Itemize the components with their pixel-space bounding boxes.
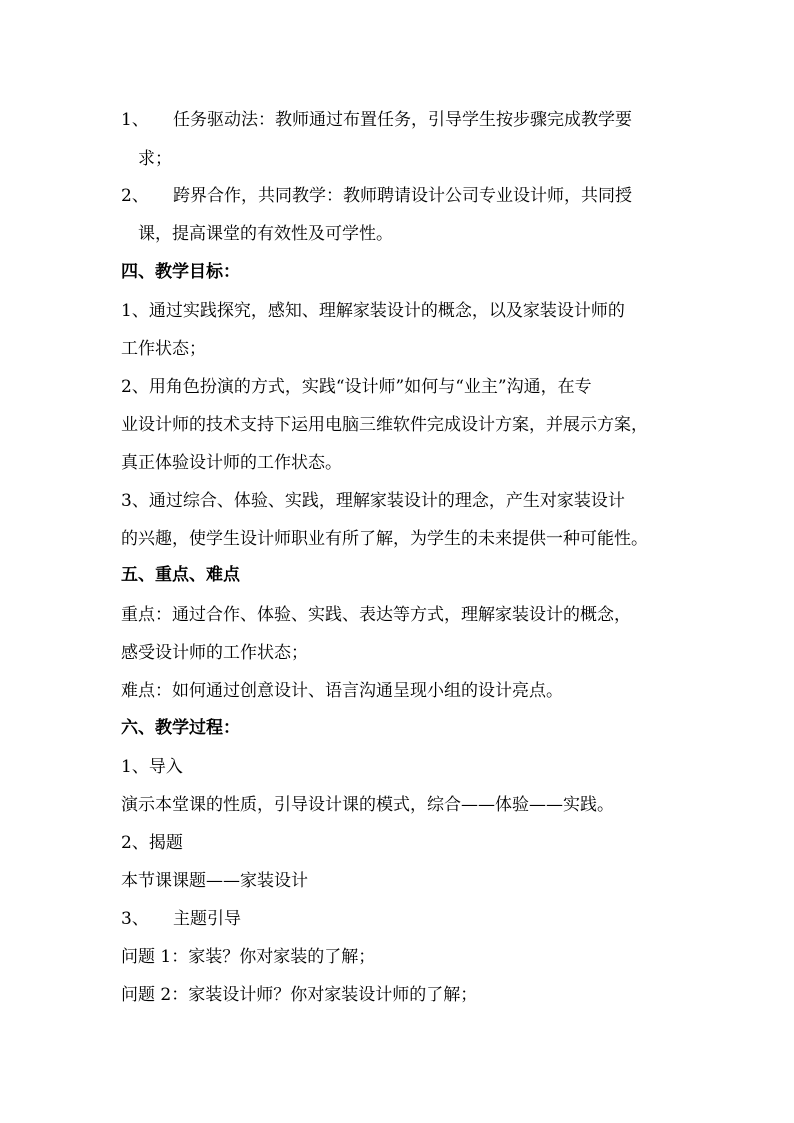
- question-2-line: 问题 2：家装设计师？你对家装设计师的了解；: [121, 985, 478, 1005]
- method-1-continuation: 求；: [138, 149, 172, 169]
- section-heading-objectives: 四、教学目标：: [121, 262, 240, 282]
- section-heading-process: 六、教学过程：: [121, 718, 240, 738]
- section-heading-key-points: 五、重点、难点: [121, 565, 240, 585]
- difficulty-line: 难点：如何通过创意设计、语言沟通呈现小组的设计亮点。: [121, 681, 563, 701]
- objective-1-line-1: 1、通过实践探究，感知、理解家装设计的概念，以及家装设计师的: [121, 301, 625, 321]
- objective-2-line-3: 真正体验设计师的工作状态。: [121, 453, 342, 473]
- method-2-text: 跨界合作，共同教学：教师聘请设计公司专业设计师，共同授: [173, 186, 632, 206]
- step-2-text: 本节课课题——家装设计: [121, 871, 308, 891]
- step-2-title: 2、揭题: [121, 833, 183, 853]
- key-point-line-2: 感受设计师的工作状态；: [121, 643, 308, 663]
- list-number: 2、: [121, 186, 149, 206]
- list-number: 3、: [121, 909, 149, 929]
- step-1-title: 1、导入: [121, 757, 183, 777]
- step-3-text: 主题引导: [173, 909, 241, 929]
- objective-3-line-1: 3、通过综合、体验、实践，理解家装设计的理念，产生对家装设计: [121, 491, 625, 511]
- list-number: 1、: [121, 110, 149, 130]
- objective-3-line-2: 的兴趣，使学生设计师职业有所了解，为学生的未来提供一种可能性。: [121, 529, 648, 549]
- key-point-line-1: 重点：通过合作、体验、实践、表达等方式，理解家装设计的概念，: [121, 605, 631, 625]
- objective-1-line-2: 工作状态；: [121, 339, 206, 359]
- objective-2-line-1: 2、用角色扮演的方式，实践“设计师”如何与“业主”沟通，在专: [121, 377, 592, 397]
- method-1-text: 任务驱动法：教师通过布置任务，引导学生按步骤完成教学要: [173, 110, 632, 130]
- question-1-line: 问题 1：家装？你对家装的了解；: [121, 947, 376, 967]
- step-3-title: [121, 909, 241, 929]
- method-2-continuation: 课，提高课堂的有效性及可学性。: [138, 224, 393, 244]
- objective-2-line-2: 业设计师的技术支持下运用电脑三维软件完成设计方案，并展示方案，: [121, 415, 648, 435]
- method-2-line: [121, 186, 632, 206]
- method-1-line: [121, 110, 632, 130]
- step-1-text: 演示本堂课的性质，引导设计课的模式，综合——体验——实践。: [121, 795, 614, 815]
